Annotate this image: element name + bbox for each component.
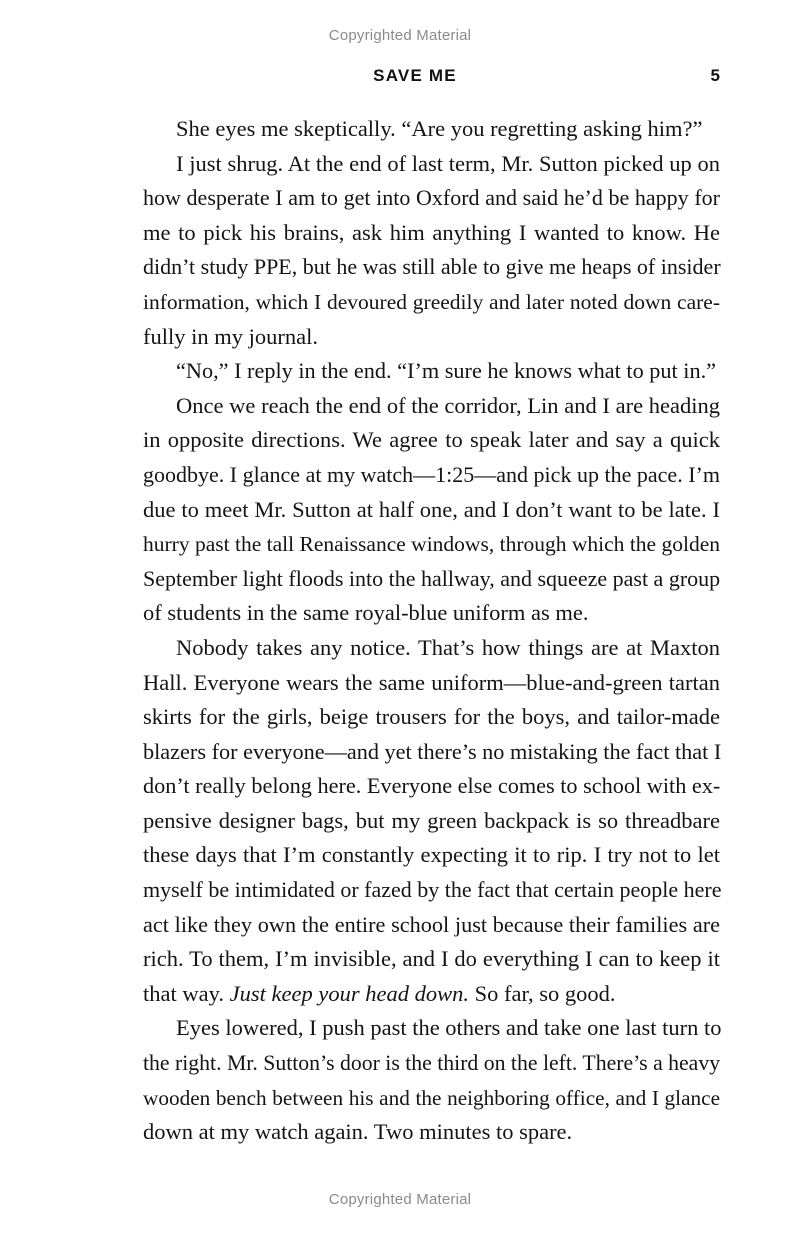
page-number: 5: [710, 66, 720, 85]
text-line: of students in the same royal-blue uniform as me.: [143, 600, 589, 626]
text-line: “No,” I reply in the end. “I’m sure he knows what to put in.”: [176, 358, 717, 384]
text-line: Nobody takes any notice. That’s how things are at Maxton: [176, 634, 720, 660]
paragraph: [110, 147, 720, 355]
copyright-watermark-bottom: Copyrighted Material: [328, 1191, 472, 1208]
text-line: don’t really belong here. Everyone else comes to school with ex-: [143, 773, 721, 799]
paragraph: [110, 389, 720, 631]
text-line: the right. Mr. Sutton’s door is the third on the left. There’s a heavy: [143, 1051, 721, 1076]
text-line: blazers for everyone—and yet there’s no mistaking the fact that I: [143, 738, 722, 764]
text-line: [110, 977, 720, 1012]
paragraph: [110, 1011, 720, 1149]
body-text: [110, 112, 720, 1150]
text-line: Once we reach the end of the corridor, Lin and I are heading: [176, 392, 720, 418]
text-line: wooden bench between his and the neighboring office, and I glance: [143, 1085, 720, 1110]
text-line: hurry past the tall Renaissance windows, through which the golden: [143, 532, 720, 557]
text-line: in opposite directions. We agree to speak later and say a quick: [143, 427, 720, 453]
text-line: goodbye. I glance at my watch—1:25—and pick up the pace. I’m: [143, 461, 720, 487]
text-line: didn’t study PPE, but he was still able to give me heaps of insider: [143, 254, 721, 280]
italic-thought: Just keep your head down.: [229, 980, 469, 1006]
text-line: September light floods into the hallway, and squeeze past a group: [143, 565, 721, 591]
text-line: down at my watch again. Two minutes to spare.: [143, 1119, 573, 1145]
text-line: due to meet Mr. Sutton at half one, and I don’t want to be late. I: [143, 496, 720, 522]
text-line: rich. To them, I’m invisible, and I do everything I can to keep it: [143, 946, 720, 972]
text-line: Hall. Everyone wears the same uniform—blue-and-green tartan: [143, 669, 720, 695]
text-line: act like they own the entire school just because their families are: [143, 911, 720, 937]
text-line: fully in my journal.: [143, 323, 318, 349]
text-line: Eyes lowered, I push past the others and take one last turn to: [176, 1015, 722, 1041]
text-line: She eyes me skeptically. “Are you regretting asking him?”: [176, 116, 703, 141]
text-segment: that way.: [143, 980, 230, 1006]
text-line: me to pick his brains, ask him anything I wanted to know. He: [143, 219, 720, 245]
text-segment: So far, so good.: [468, 980, 616, 1006]
running-header: [110, 66, 720, 88]
book-title: SAVE ME: [373, 66, 457, 85]
paragraph: [110, 631, 720, 1012]
copyright-watermark-top: Copyrighted Material: [328, 27, 472, 44]
paragraph: [110, 112, 720, 147]
text-line: I just shrug. At the end of last term, Mr. Sutton picked up on: [176, 150, 720, 176]
paragraph: [110, 354, 720, 389]
text-line: how desperate I am to get into Oxford and said he’d be happy for: [143, 185, 720, 211]
text-line: skirts for the girls, beige trousers for the boys, and tailor-made: [143, 704, 720, 730]
text-line: pensive designer bags, but my green backpack is so threadbare: [143, 807, 720, 833]
text-line: information, which I devoured greedily and later noted down care-: [143, 289, 720, 314]
text-line: these days that I’m constantly expecting it to rip. I try not to let: [143, 842, 720, 868]
text-line: myself be intimidated or fazed by the fact that certain people here: [143, 877, 722, 903]
